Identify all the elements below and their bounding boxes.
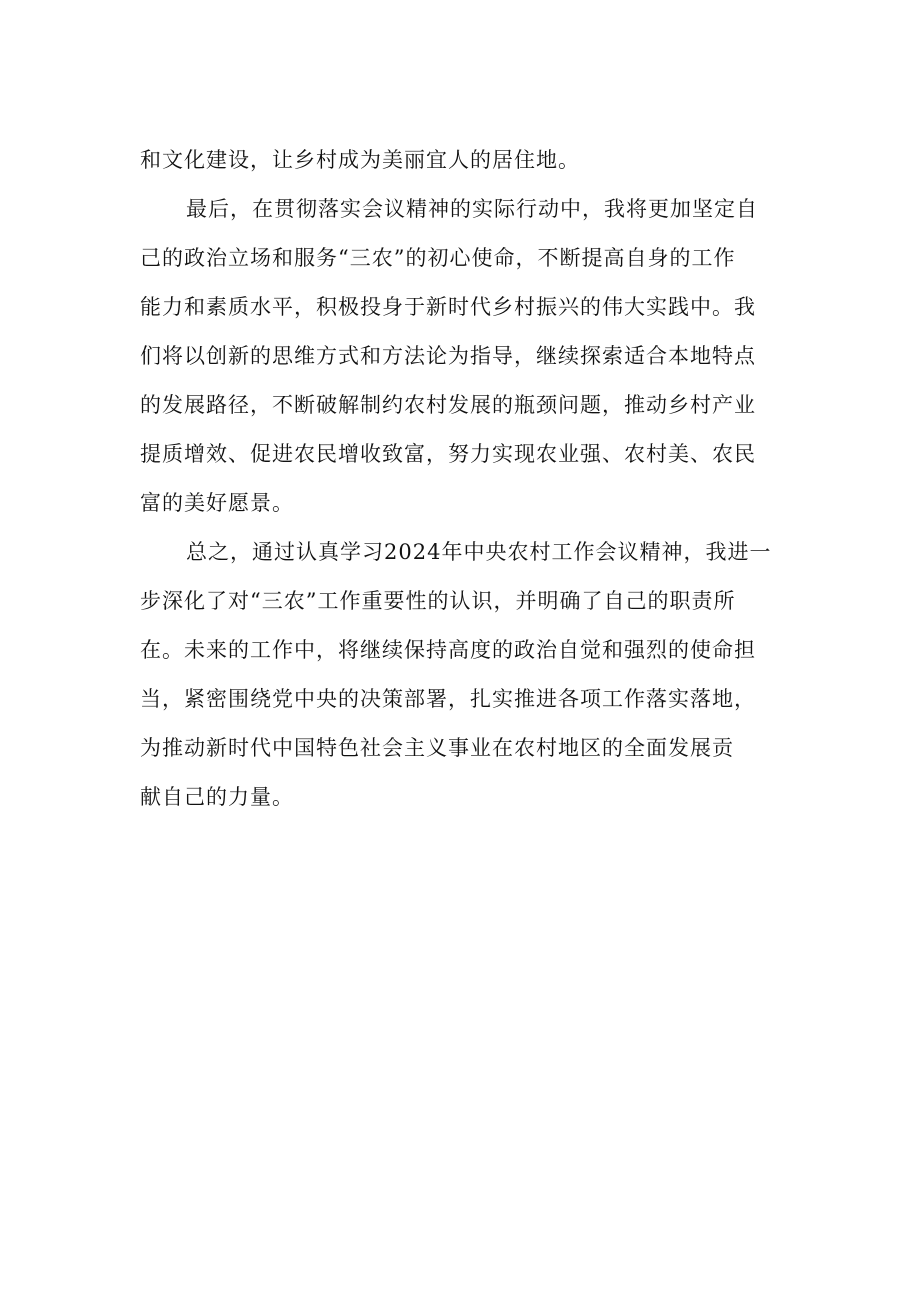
- text-line: 总之，通过认真学习2024年中央农村工作会议精神，我进一: [186, 540, 772, 564]
- text-line: 己的政治立场和服务“三农”的初心使命，不断提高自身的工作: [140, 246, 736, 270]
- text-line: 能力和素质水平，积极投身于新时代乡村振兴的伟大实践中。我: [140, 295, 756, 319]
- paragraph-1: [140, 136, 790, 185]
- text-line: 献自己的力量。: [140, 785, 294, 809]
- text-line: 最后，在贯彻落实会议精神的实际行动中，我将更加坚定自: [186, 197, 758, 221]
- text-line: 为推动新时代中国特色社会主义事业在农村地区的全面发展贡: [140, 736, 734, 760]
- text-line: 步深化了对“三农”工作重要性的认识，并明确了自己的职责所: [140, 589, 736, 613]
- text-line: 和文化建设，让乡村成为美丽宜人的居住地。: [140, 148, 580, 172]
- text-line: 当，紧密围绕党中央的决策部署，扎实推进各项工作落实落地，: [140, 687, 756, 711]
- paragraph-2: [140, 185, 790, 528]
- text-line: 提质增效、促进农民增收致富，努力实现农业强、农村美、农民: [140, 442, 756, 466]
- paragraph-3: [140, 528, 790, 822]
- text-line: 在。未来的工作中，将继续保持高度的政治自觉和强烈的使命担: [140, 638, 756, 662]
- text-line: 的发展路径，不断破解制约农村发展的瓶颈问题，推动乡村产业: [140, 393, 756, 417]
- document-body: [140, 136, 790, 822]
- text-line: 富的美好愿景。: [140, 491, 294, 515]
- text-line: 们将以创新的思维方式和方法论为指导，继续探索适合本地特点: [140, 344, 756, 368]
